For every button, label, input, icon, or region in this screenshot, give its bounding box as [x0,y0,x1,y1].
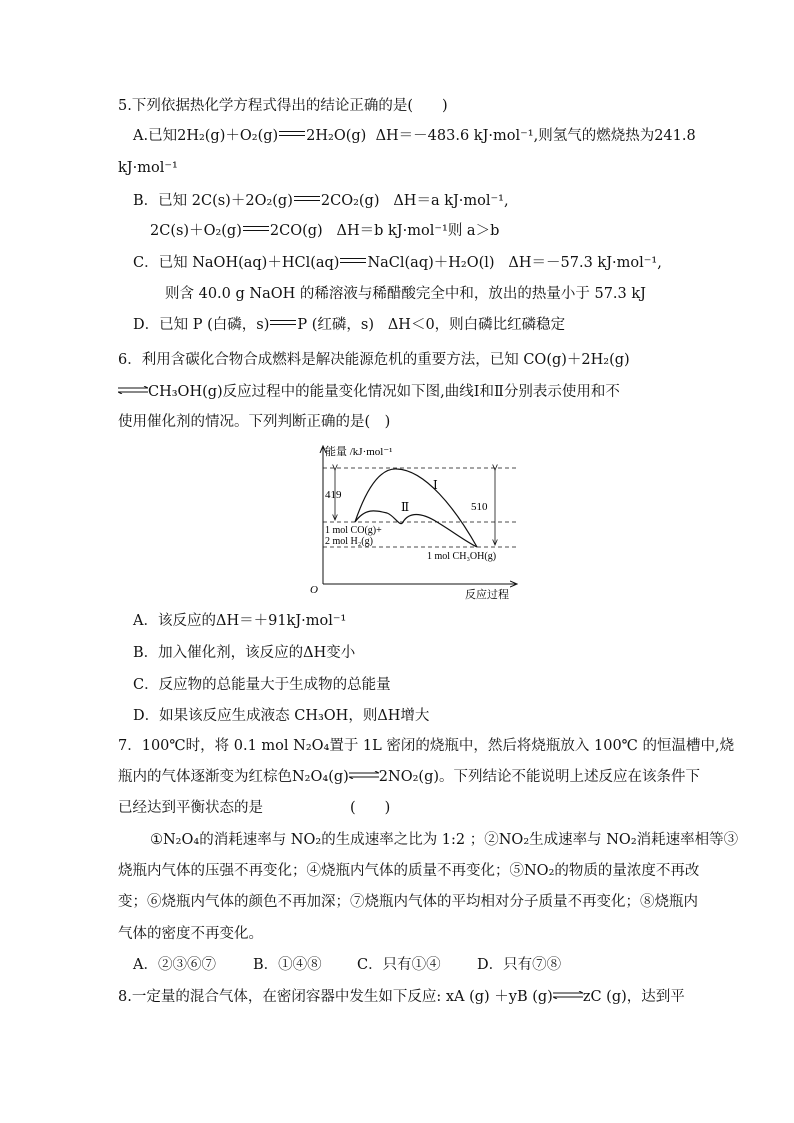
value-510: 510 [471,501,488,513]
equilibrium-arrow-icon [349,771,379,779]
q6-option-a: A．该反应的ΔH＝＋91kJ·mol⁻¹ [133,613,347,629]
x-axis-label: 反应过程 [465,589,509,601]
equation-products: 2H₂O(g) [306,128,367,144]
equals-sign-icon [270,320,296,325]
y-axis-label: 能量 /kJ·mol⁻¹ [325,446,393,458]
q7-stem-line2 [118,767,700,787]
q8-stem [118,987,685,1007]
equals-sign-icon [279,131,305,136]
curve-II-label: Ⅱ [401,500,410,514]
option-label: D．已知 [133,317,189,333]
q7-stem-line3: 已经达到平衡状态的是 ( ) [118,800,391,816]
energy-diagram [305,438,530,602]
stem-text: 8.一定量的混合气体，在密闭容器中发生如下反应: xA (g) ＋yB (g) [118,989,553,1005]
q6-option-c: C．反应物的总能量大于生成物的总能量 [133,677,391,693]
equation-products: 2CO(g) [269,223,323,239]
reactant-label-line2: 2 mol H₂(g) [325,536,373,547]
equals-sign-icon [340,258,366,263]
q5-option-d [133,315,565,335]
enthalpy-text: ΔH＝b kJ·mol⁻¹则 a＞b [336,223,500,239]
q6-option-b: B．加入催化剂，该反应的ΔH变小 [133,645,356,661]
stem-text: zC (g)，达到平 [582,989,685,1005]
q5-option-c [133,253,662,273]
value-419: 419 [325,489,342,501]
enthalpy-text: ΔH＝－483.6 kJ·mol⁻¹,则氢气的燃烧热为241.8 [375,128,696,144]
q5-stem: 5.下列依据热化学方程式得出的结论正确的是( ) [118,98,448,114]
q7-option-c: C．只有①④ [357,957,441,973]
q5-option-a-cont: kJ·mol⁻¹ [118,160,178,176]
q5-option-c-cont: 则含 40.0 g NaOH 的稀溶液与稀醋酸完全中和，放出的热量小于 57.3 kJ [165,286,646,302]
q5-option-a [133,126,696,146]
q5-option-b-line2 [150,221,499,241]
q6-stem-line1: 6．利用含碳化合物合成燃料是解决能源危机的重要方法，已知 CO(g)＋2H₂(g) [118,352,630,368]
equals-sign-icon [294,196,320,201]
equation-products: P (红磷，s) [297,317,374,333]
q7-statements-line4: 气体的密度不再变化。 [118,926,263,942]
q6-stem-line3: 使用催化剂的情况。下列判断正确的是( ) [118,414,391,430]
origin-label: O [310,584,318,596]
equation-reactants: 2C(s)＋O₂(g) [150,223,242,239]
q7-option-d: D．只有⑦⑧ [477,957,562,973]
equation-reactants: NaOH(aq)＋HCl(aq) [192,255,340,271]
q7-option-b: B．①④⑧ [253,957,322,973]
q7-statements-line3: 变；⑥烧瓶内气体的颜色不再加深；⑦烧瓶内气体的平均相对分子质量不再变化；⑧烧瓶内 [118,894,698,910]
option-label: A.已知 [133,128,178,144]
q7-stem-line1: 7．100℃时，将 0.1 mol N₂O₄置于 1L 密闭的烧瓶中，然后将烧瓶放入 100℃ 的恒温槽中,烧 [118,738,735,754]
stem-text: CH₃OH(g)反应过程中的能量变化情况如下图,曲线Ⅰ和Ⅱ分别表示使用和不 [148,384,620,400]
reactant-label-line1: 1 mol CO(g)+ [325,525,382,536]
stem-text: 2NO₂(g)。下列结论不能说明上述反应在该条件下 [378,769,701,785]
equals-sign-icon [243,226,269,231]
option-label: C．已知 [133,255,188,271]
q6-stem-line2 [118,382,620,402]
equation-reactants: 2H₂(g)＋O₂(g) [177,128,279,144]
enthalpy-text: ΔH＜0，则白磷比红磷稳定 [387,317,566,333]
equation-reactants: 2C(s)＋2O₂(g) [191,193,293,209]
product-label: 1 mol CH₃OH(g) [427,551,497,562]
enthalpy-text: ΔH＝a kJ·mol⁻¹, [393,193,509,209]
equilibrium-arrow-icon [118,386,148,394]
q7-option-a: A．②③⑥⑦ [133,957,216,973]
equilibrium-arrow-icon [553,991,583,999]
q5-option-b [133,191,509,211]
equation-products: 2CO₂(g) [320,193,380,209]
q6-option-d: D．如果该反应生成液态 CH₃OH，则ΔH增大 [133,708,430,724]
curve-I-label: Ⅰ [433,478,438,492]
equation-reactants: P (白磷，s) [192,317,270,333]
q7-statements-line2: 烧瓶内气体的压强不再变化；④烧瓶内气体的质量不再变化；⑤NO₂的物质的量浓度不再改 [118,863,700,879]
stem-text: 瓶内的气体逐渐变为红棕色N₂O₄(g) [118,769,349,785]
option-label: B．已知 [133,193,188,209]
equation-products: NaCl(aq)＋H₂O(l) [367,255,495,271]
enthalpy-text: ΔH＝－57.3 kJ·mol⁻¹, [508,255,662,271]
q7-statements-line1: ①N₂O₄的消耗速率与 NO₂的生成速率之比为 1:2 ；②NO₂生成速率与 NO₂消耗速率相等③ [150,832,739,848]
